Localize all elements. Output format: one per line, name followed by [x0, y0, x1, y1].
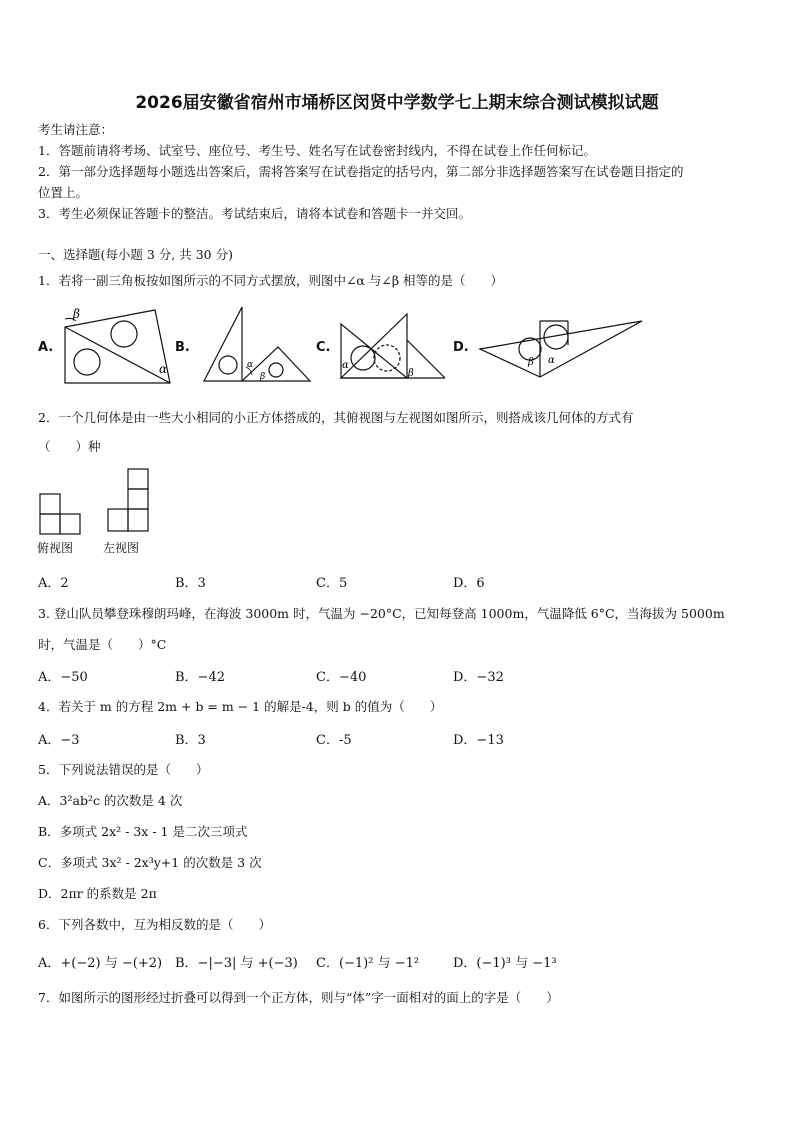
q2-option-a: A．2 — [38, 576, 69, 591]
question-5-text: 5．下列说法错误的是（ ） — [38, 762, 209, 777]
q1-option-b-label: B. — [175, 340, 190, 355]
q1-figure-a — [60, 305, 175, 385]
q1b-alpha: α — [247, 360, 254, 370]
q1-option-a-label: A. — [38, 340, 54, 355]
q1-figure-d — [478, 315, 646, 381]
notice-item-2: 2．第一部分选择题每小题选出答案后，需将答案写在试卷指定的括号内，第二部分非选择题答案写在试卷题目指定的 — [38, 164, 684, 179]
q4-option-c: C．-5 — [316, 733, 352, 748]
q4-option-b: B．3 — [175, 733, 206, 748]
q1a-alpha: α — [159, 362, 168, 376]
top-view-caption: 俯视图 — [37, 541, 74, 555]
q6-option-b: B．−|−3| 与 +(−3) — [175, 956, 298, 971]
q1-option-d-label: D. — [453, 340, 469, 355]
q6-option-d: D．(−1)³ 与 −1³ — [453, 956, 557, 971]
section-heading: 一、选择题(每小题 3 分, 共 30 分) — [38, 247, 233, 262]
question-6-text: 6．下列各数中，互为相反数的是（ ） — [38, 917, 271, 932]
question-2-text-cont: （ ）种 — [38, 439, 101, 454]
q3-option-b: B．−42 — [175, 670, 225, 685]
question-2-text: 2．一个几何体是由一些大小相同的小正方体搭成的，其俯视图与左视图如图所示，则搭成该几何体的方式有 — [38, 410, 634, 425]
q5-option-b: B．多项式 2x² - 3x - 1 是二次三项式 — [38, 824, 248, 839]
notice-item-1: 1．答题前请将考场、试室号、座位号、考生号、姓名写在试卷密封线内，不得在试卷上作任何标记。 — [38, 143, 596, 158]
q2-option-d: D．6 — [453, 576, 485, 591]
notice-item-2-cont: 位置上。 — [38, 185, 89, 200]
q1c-alpha: α — [342, 360, 349, 371]
q1-option-c-label: C. — [316, 340, 331, 355]
question-7-text: 7．如图所示的图形经过折叠可以得到一个正方体，则与“体”字一面相对的面上的字是（ ） — [38, 990, 559, 1005]
q1c-beta: β — [408, 368, 414, 379]
q5-option-a: A．3²ab²c 的次数是 4 次 — [38, 793, 183, 808]
q1d-beta: β — [528, 357, 534, 368]
q4-option-d: D．−13 — [453, 733, 504, 748]
question-4-text: 4．若关于 m 的方程 2m + b = m − 1 的解是-4，则 b 的值为（ ） — [38, 699, 443, 714]
left-view-figure — [106, 467, 152, 537]
q2-option-b: B．3 — [175, 576, 206, 591]
question-3-text-cont: 时，气温是（ ）°C — [38, 637, 167, 652]
left-view-caption: 左视图 — [103, 541, 140, 555]
q4-option-a: A．−3 — [38, 733, 80, 748]
question-3-text: 3. 登山队员攀登珠穆朗玛峰，在海波 3000m 时，气温为 −20°C，已知每登高 1000m，气温降低 6°C，当海拔为 5000m — [38, 606, 725, 621]
q3-option-d: D．−32 — [453, 670, 504, 685]
q1b-beta: β — [260, 372, 266, 382]
q1a-beta: β — [73, 307, 80, 321]
q1-figure-c — [337, 310, 449, 382]
q3-option-c: C．−40 — [316, 670, 367, 685]
top-view-figure — [38, 492, 84, 536]
q1-figure-b — [198, 303, 318, 385]
page-title: 2026届安徽省宿州市埇桥区闵贤中学数学七上期末综合测试模拟试题 — [135, 93, 659, 113]
notice-item-3: 3．考生必须保证答题卡的整洁。考试结束后，请将本试卷和答题卡一并交回。 — [38, 206, 471, 221]
q6-option-a: A．+(−2) 与 −(+2) — [38, 956, 163, 971]
q5-option-d: D．2πr 的系数是 2π — [38, 886, 157, 901]
notice-heading: 考生请注意： — [38, 122, 114, 137]
q2-option-c: C．5 — [316, 576, 348, 591]
question-1-text: 1．若将一副三角板按如图所示的不同方式摆放，则图中∠α 与∠β 相等的是（ ） — [38, 273, 504, 288]
q5-option-c: C．多项式 3x² - 2x³y+1 的次数是 3 次 — [38, 855, 262, 870]
q6-option-c: C．(−1)² 与 −1² — [316, 956, 420, 971]
q1d-alpha: α — [548, 355, 555, 366]
q3-option-a: A．−50 — [38, 670, 88, 685]
